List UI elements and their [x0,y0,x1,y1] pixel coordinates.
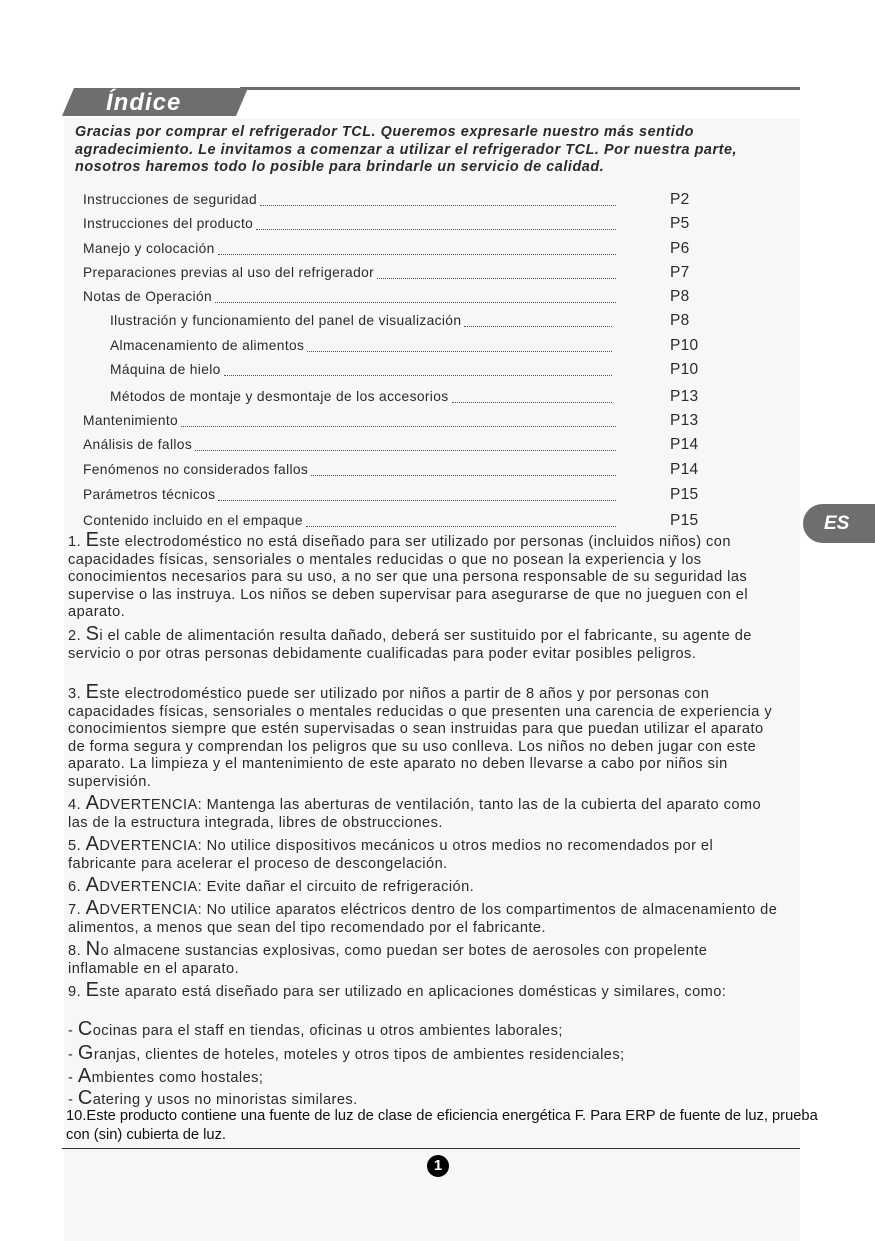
toc-page: P13 [670,412,699,429]
toc-page: P8 [670,312,690,329]
toc-leader [306,525,616,527]
safety-item [68,792,780,832]
item-number: 6. [68,879,86,895]
toc-label: Instrucciones del producto [83,216,254,231]
toc-page: P14 [670,436,699,453]
item-text: i el cable de alimentación resulta dañado, deberá ser sustituido por el fabricante, su agente de servicio o por otras personas debidamente cualificadas para poder evitar posibles peligros. [68,628,752,662]
toc-item[interactable] [83,435,703,455]
toc-item[interactable] [83,263,703,283]
drop-cap: E [85,681,100,703]
toc-leader [377,277,616,279]
toc-leader [218,499,616,501]
safety-item [68,833,780,873]
item-number: 3. [68,686,86,702]
toc-leader [181,425,616,427]
drop-cap: S [85,623,100,645]
toc-page: P10 [670,361,699,378]
toc-page: P14 [670,461,699,478]
toc-label: Instrucciones de seguridad [83,192,257,207]
bullet-dash: - [68,1047,78,1063]
drop-cap: A [85,833,100,855]
bullet-dash: - [68,1023,78,1039]
item-number: 7. [68,902,86,918]
toc-leader [307,350,612,352]
safety-item [68,681,780,792]
toc-label: Máquina de hielo [110,362,221,377]
safety-subitem [68,1042,780,1065]
drop-cap: G [77,1042,94,1064]
page-number: 1 [427,1155,449,1177]
toc-page: P6 [670,240,690,257]
item-text: mbientes como hostales; [91,1070,264,1086]
toc-item[interactable] [83,485,703,505]
drop-cap: A [85,897,100,919]
item-text: o almacene sustancias explosivas, como puedan ser botes de aerosoles con propelente inflamable en el aparato. [68,943,708,977]
toc-label: Ilustración y funcionamiento del panel de visualización [110,313,462,328]
drop-cap: C [77,1087,93,1109]
item-text: DVERTENCIA: Mantenga las aberturas de ventilación, tanto las de la cubierta del aparato como las de la estructura integrada, libres de obstrucciones. [68,797,762,831]
toc-leader [452,401,613,403]
bullet-dash: - [68,1070,78,1086]
item-text: atering y usos no minoristas similares. [92,1092,358,1108]
drop-cap: C [77,1018,93,1040]
item-number: 9. [68,984,86,1000]
toc-page: P5 [670,215,690,232]
toc-label: Contenido incluido en el empaque [83,513,303,528]
toc-label: Análisis de fallos [83,437,193,452]
item-number: 2. [68,628,86,644]
safety-item [68,979,780,1002]
language-tab-label: ES [824,513,850,534]
safety-item [68,897,780,937]
toc-label: Manejo y colocación [83,241,215,256]
toc-leader [218,253,616,255]
toc-label: Parámetros técnicos [83,487,216,502]
bullet-dash: - [68,1092,78,1108]
toc-label: Fenómenos no considerados fallos [83,462,309,477]
toc-label: Notas de Operación [83,289,213,304]
intro-paragraph: Gracias por comprar el refrigerador TCL. Queremos expresarle nuestro más sentido agradecimiento. Le invitamos a comenzar a utilizar el refrigerador TCL. Por nuestra parte, nosotros haremos todo lo posible para brindarle un servicio de calidad. [75,124,738,175]
page-title: Índice [106,89,182,116]
toc-page: P13 [670,388,699,405]
toc-page: P15 [670,512,699,529]
drop-cap: E [85,529,100,551]
toc-label: Mantenimiento [83,413,179,428]
toc-item[interactable] [83,190,703,210]
header-rule [240,87,800,90]
item-number: 5. [68,838,86,854]
item-text: DVERTENCIA: No utilice dispositivos mecánicos u otros medios no recomendados por el fabricante para acelerar el proceso de descongelación. [68,838,714,872]
footer-rule [62,1148,800,1149]
toc-subitem[interactable] [110,360,730,380]
item-text: ste aparato está diseñado para ser utilizado en aplicaciones domésticas y similares, como: [99,984,727,1000]
item-number: 1. [68,534,86,550]
safety-item [68,529,780,622]
drop-cap: A [77,1065,92,1087]
toc-item[interactable] [83,287,703,307]
toc-item[interactable] [83,460,703,480]
toc-item[interactable] [83,411,703,431]
drop-cap: E [85,979,100,1001]
toc-page: P10 [670,337,699,354]
drop-cap: A [85,874,100,896]
toc-subitem[interactable] [110,336,730,356]
item-text: ocinas para el staff en tiendas, oficinas u otros ambientes laborales; [92,1023,563,1039]
toc-page: P2 [670,191,690,208]
toc-leader [195,449,616,451]
item-number: 8. [68,943,86,959]
safety-subitem [68,1018,780,1041]
toc-item[interactable] [83,239,703,259]
toc-leader [256,228,616,230]
toc-label: Métodos de montaje y desmontaje de los accesorios [110,389,449,404]
toc-leader [311,474,616,476]
safety-item [68,938,780,978]
item-number: 4. [68,797,86,813]
item-text: DVERTENCIA: Evite dañar el circuito de refrigeración. [99,879,475,895]
toc-item[interactable] [83,511,703,531]
drop-cap: N [85,938,101,960]
toc-page: P15 [670,486,699,503]
toc-label: Almacenamiento de alimentos [110,338,305,353]
safety-item [68,874,780,897]
safety-subitem [68,1065,780,1088]
toc-page: P7 [670,264,690,281]
item-text: DVERTENCIA: No utilice aparatos eléctricos dentro de los compartimentos de almacenamiento de alimentos, a menos que sean del tipo recomendado por el fabricante. [68,902,778,936]
toc-item[interactable] [83,214,703,234]
toc-leader [215,301,616,303]
item-text: ste electrodoméstico no está diseñado para ser utilizado por personas (incluidos niños) con capacidades físicas, sensoriales o mentales reducidas o que no posean la experiencia y los conocimientos necesarios para su uso, a no ser que una persona responsable de su seguridad las supervise o las instruya. Los niños se deben supervisar para asegurarse de que no jueguen con el aparato. [68,534,749,621]
toc-leader [224,374,612,376]
safety-item [68,623,780,663]
toc-subitem[interactable] [110,311,730,331]
item-text: ranjas, clientes de hoteles, moteles y otros tipos de ambientes residenciales; [93,1047,625,1063]
energy-class-note: 10.Este producto contiene una fuente de luz de clase de eficiencia energética F. Para ERP de fuente de luz, prueba con (sin) cubierta de luz. [66,1108,818,1143]
toc-leader [464,325,612,327]
drop-cap: A [85,792,100,814]
toc-label: Preparaciones previas al uso del refrigerador [83,265,375,280]
toc-page: P8 [670,288,690,305]
toc-leader [260,204,616,206]
item-text: ste electrodoméstico puede ser utilizado por niños a partir de 8 años y por personas con capacidades físicas, sensoriales o mentales reducidas o que presenten una carencia de experiencia y conocimientos siempre que estén supervisadas o sean instruidas para que puedan utilizar el aparato de forma segura y comprendan los peligros que su uso conlleva. Los niños no deben jugar con este aparato. La limpieza y el mantenimiento de este aparato no deben llevarse a cabo por niños sin supervisión. [68,686,773,790]
toc-subitem[interactable] [110,387,730,407]
